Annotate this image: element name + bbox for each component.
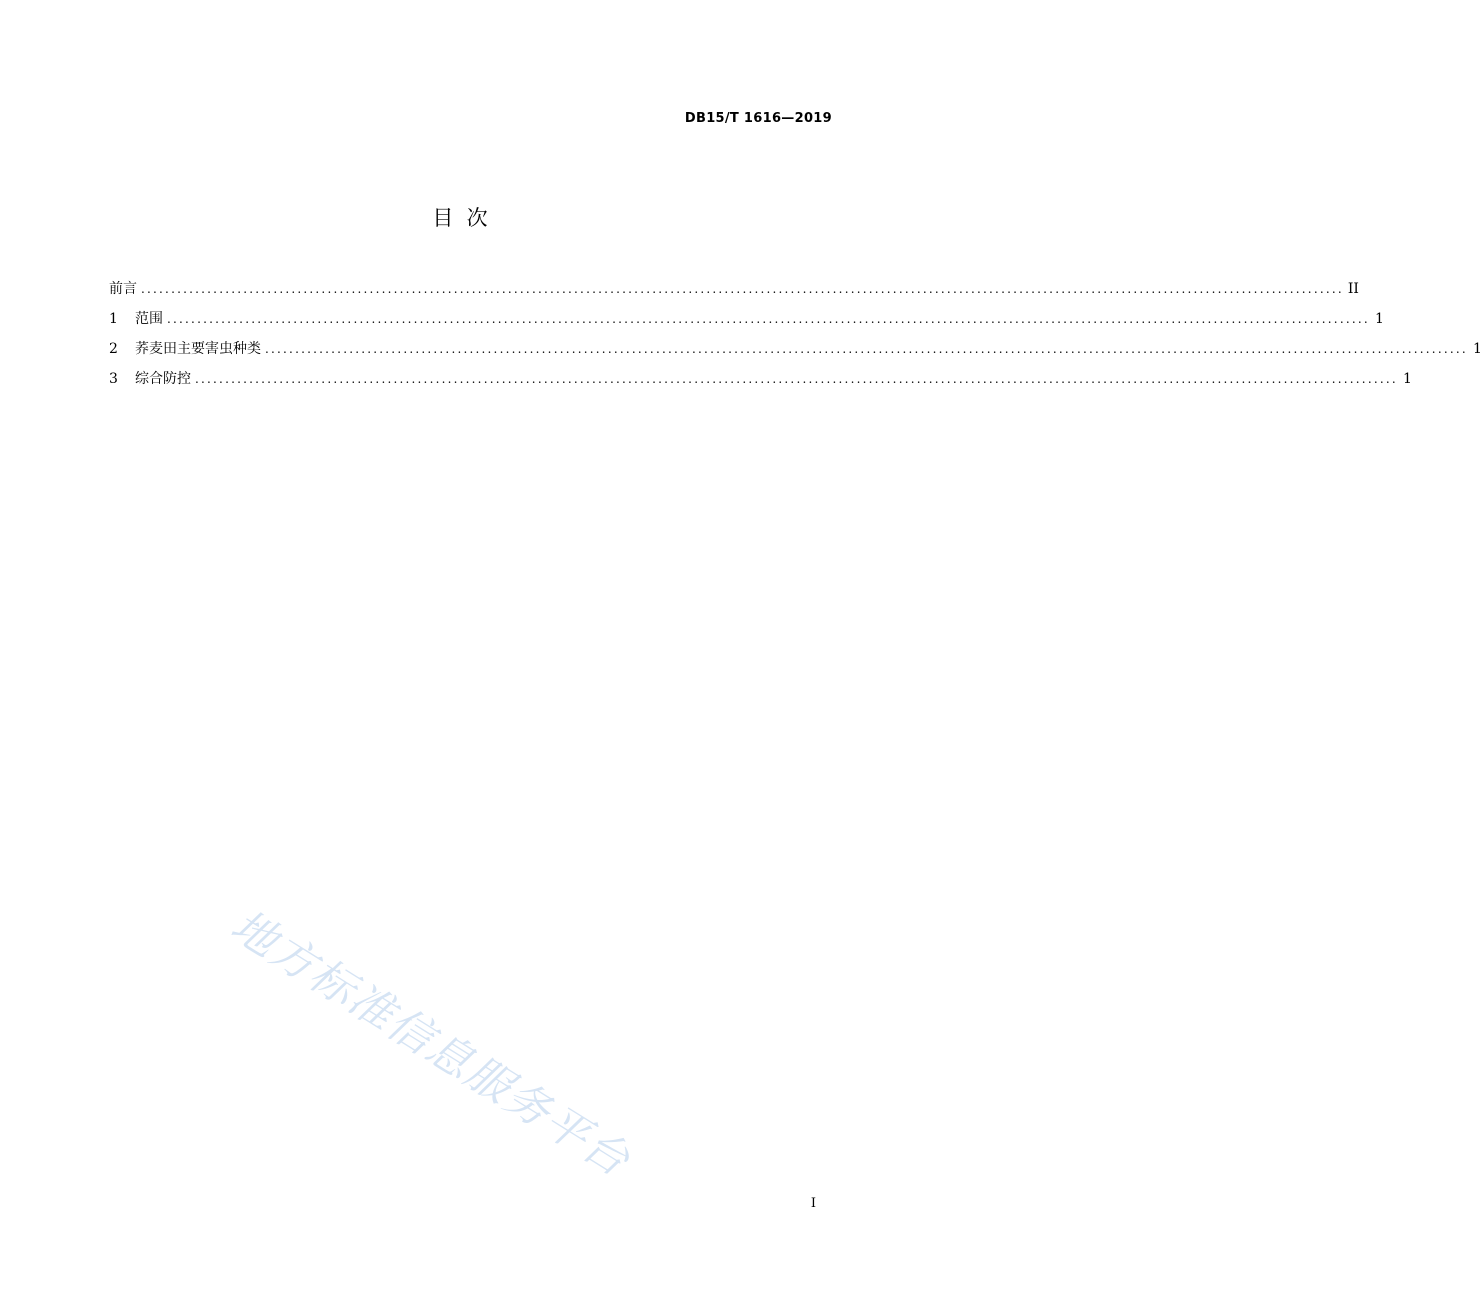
toc-entry-page: 1: [1374, 311, 1384, 327]
toc-leader-dots: ........................................................................................................................................................................................................: [195, 372, 1398, 386]
toc-entry-page: 1: [1402, 371, 1412, 387]
toc-entry-label: 综合防控: [135, 371, 191, 387]
toc-entry-number: 3: [109, 371, 118, 387]
toc-title: [0, 202, 920, 232]
toc-entry-pest-species[interactable]: [109, 338, 1482, 368]
toc-list: [109, 278, 1482, 398]
toc-title-text: 目 次: [432, 206, 488, 230]
toc-entry-label: 荞麦田主要害虫种类: [135, 341, 261, 357]
toc-leader-dots: ........................................................................................................................................................................................................: [167, 312, 1370, 326]
toc-entry-number: 2: [109, 341, 118, 357]
watermark-text: 地方标准信息服务平台: [222, 900, 640, 1188]
toc-entry-page: II: [1347, 281, 1359, 297]
toc-entry-page: 1: [1472, 341, 1482, 357]
toc-entry-foreword[interactable]: [109, 278, 1359, 308]
toc-leader-dots: ........................................................................................................................................................................................................: [265, 342, 1468, 356]
toc-entry-number: 1: [109, 311, 118, 327]
toc-entry-scope[interactable]: [109, 308, 1384, 338]
toc-entry-label: 范围: [135, 311, 163, 327]
standard-code: DB15/T 1616—2019: [684, 111, 832, 126]
toc-leader-dots: ........................................................................................................................................................................................................: [141, 282, 1344, 296]
toc-entry-label: 前言: [109, 281, 137, 297]
toc-entry-integrated-control[interactable]: [109, 368, 1412, 398]
page-number: I: [810, 1196, 816, 1211]
